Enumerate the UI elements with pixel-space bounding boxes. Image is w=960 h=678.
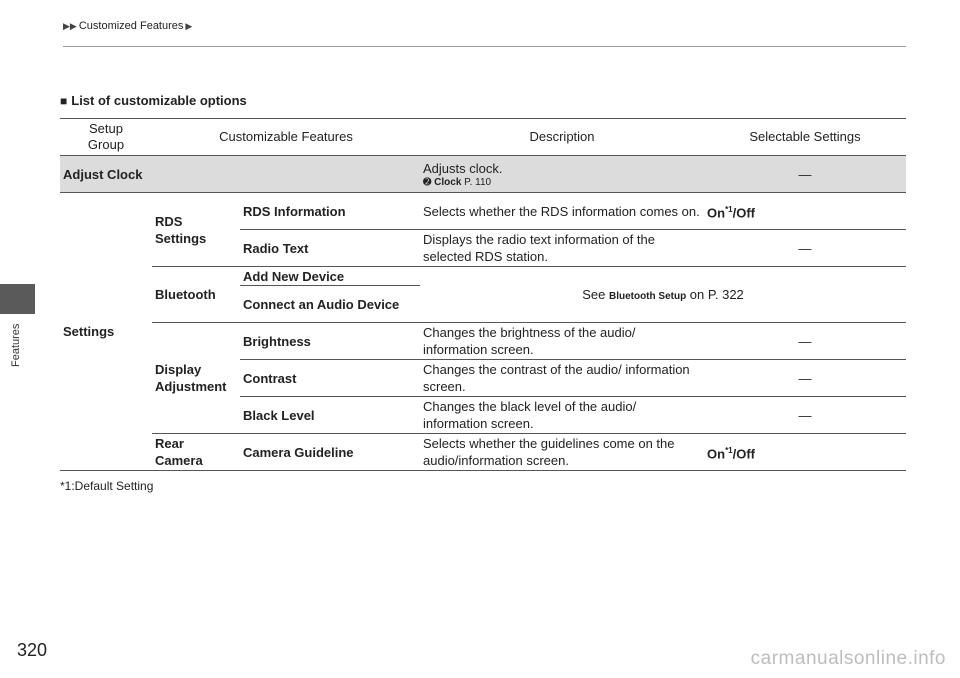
setting-cell xyxy=(704,434,906,471)
description-cell: Selects whether the RDS information comes on. xyxy=(420,193,704,230)
ref-page: P. 110 xyxy=(461,176,492,188)
subgroup-rds: RDS Settings xyxy=(152,193,240,267)
feature-rds-information: RDS Information xyxy=(240,193,420,230)
cross-reference[interactable] xyxy=(420,267,906,323)
breadcrumb-arrow-icon: ▶▶ xyxy=(63,20,77,31)
ref-prefix: See xyxy=(582,287,609,302)
setting-cell: — xyxy=(704,323,906,360)
footnote: *1:Default Setting xyxy=(60,479,154,493)
setting-cell: — xyxy=(704,230,906,267)
subgroup-bluetooth: Bluetooth xyxy=(152,267,240,323)
footnote-mark: *1 xyxy=(725,445,733,455)
watermark: carmanualsonline.info xyxy=(750,648,946,669)
setting-cell xyxy=(704,193,906,230)
header-customizable-features: Customizable Features xyxy=(152,119,420,156)
description-cell: Changes the black level of the audio/ information screen. xyxy=(420,397,704,434)
header-divider xyxy=(63,46,906,47)
feature-black-level: Black Level xyxy=(240,397,420,434)
description-cell xyxy=(420,156,704,193)
cross-reference[interactable] xyxy=(423,177,701,189)
section-title: List of customizable options xyxy=(71,93,247,108)
subgroup-rear-camera: Rear Camera xyxy=(152,434,240,471)
table-row xyxy=(60,267,906,286)
ref-arrow-icon: ➋ xyxy=(423,176,432,188)
options-table xyxy=(60,118,906,471)
description-text: Adjusts clock. xyxy=(423,160,503,176)
feature-radio-text: Radio Text xyxy=(240,230,420,267)
setting-cell: — xyxy=(704,397,906,434)
setting-cell: — xyxy=(704,360,906,397)
setting-on: On xyxy=(707,446,726,462)
table-row xyxy=(60,434,906,471)
table-row xyxy=(60,323,906,360)
breadcrumb-arrow-icon: ▶ xyxy=(185,20,193,31)
description-cell: Changes the contrast of the audio/ information screen. xyxy=(420,360,704,397)
subgroup-display-adjustment: Display Adjustment xyxy=(152,323,240,434)
side-section-label: Features xyxy=(10,323,22,367)
square-bullet-icon: ■ xyxy=(60,93,68,108)
ref-title: Clock xyxy=(434,176,462,188)
description-cell: Changes the brightness of the audio/ information screen. xyxy=(420,323,704,360)
ref-page: on P. 322 xyxy=(686,287,744,302)
setting-on: On xyxy=(707,205,726,221)
footnote-mark: *1 xyxy=(725,204,733,214)
section-heading xyxy=(60,93,247,108)
feature-brightness: Brightness xyxy=(240,323,420,360)
group-settings: Settings xyxy=(60,193,152,471)
breadcrumb xyxy=(63,20,192,32)
description-cell: Selects whether the guidelines come on the audio/information screen. xyxy=(420,434,704,471)
breadcrumb-link[interactable]: Customized Features xyxy=(78,20,184,32)
setting-off: /Off xyxy=(732,446,756,462)
header-setup-group: Setup Group xyxy=(60,119,152,156)
table-row xyxy=(60,156,906,193)
feature-connect-audio-device: Connect an Audio Device xyxy=(240,286,420,323)
header-selectable-settings: Selectable Settings xyxy=(704,119,906,156)
table-row xyxy=(60,193,906,230)
ref-title: Bluetooth Setup xyxy=(608,291,687,302)
description-cell: Displays the radio text information of the selected RDS station. xyxy=(420,230,704,267)
feature-contrast: Contrast xyxy=(240,360,420,397)
setting-off: /Off xyxy=(732,205,756,221)
feature-camera-guideline: Camera Guideline xyxy=(240,434,420,471)
setting-cell: — xyxy=(704,156,906,193)
feature-add-new-device: Add New Device xyxy=(240,267,420,286)
header-description: Description xyxy=(420,119,704,156)
section-tab xyxy=(0,284,35,314)
feature-adjust-clock: Adjust Clock xyxy=(60,156,420,193)
page-number: 320 xyxy=(17,640,48,660)
